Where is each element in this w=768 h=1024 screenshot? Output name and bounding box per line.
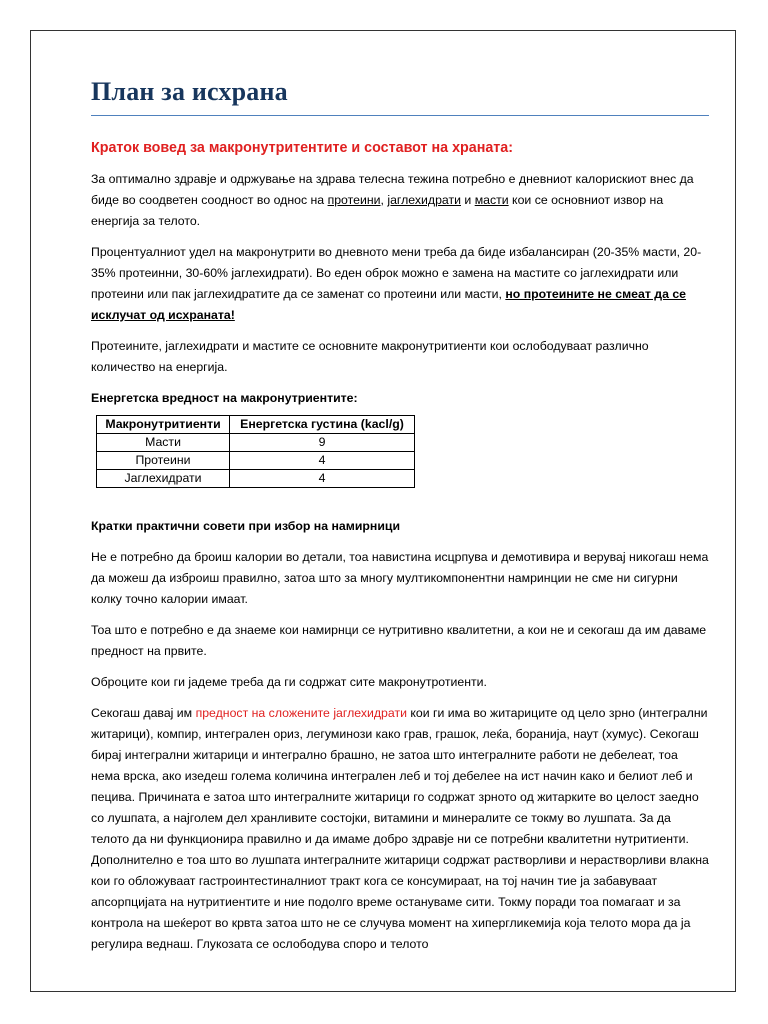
text-run: , (380, 193, 388, 207)
table-cell: 9 (230, 434, 415, 452)
table-cell: 4 (230, 452, 415, 470)
paragraph-quality: Тоа што е потребно е да знаеме кои намирнци се нутритивно квалитетни, а кои не и секогаш да им даваме предност на првите. (91, 623, 707, 658)
table-cell: Масти (97, 434, 230, 452)
table-row (97, 452, 415, 470)
table-header-row (97, 416, 415, 434)
table-row (97, 470, 415, 488)
underlined-proteins: протеини (327, 193, 381, 207)
paragraph-meals: Оброците кои ги јадеме треба да ги содржат сите макронутротиенти. (91, 675, 487, 689)
table-cell: Протеини (97, 452, 230, 470)
energy-table (96, 415, 415, 488)
underlined-carbs: јаглехидрати (387, 193, 461, 207)
document-page (30, 30, 736, 992)
text-run: кои ги има во житариците од цело зрно (интегрални житарици), компир, интегрален ориз, легуминози како грав, грашок, леќа, боранија, наут (хумус). Секогаш бирај интегрални житарици и интегрално брашно, не затоа што интегралните работи не дебелеат, тоа нема врска, ако изедеш голема количина интегрален леб и тој дебелее на ист начин како и белиот леб и пецива. Причината е затоа што интегралните житарици го содржат зрното од житарките во целост заедно со лушпата, а најголем дел хранливите состојки, витамини и минералите се токму во лушпата. За да телото да ни функционира правилно и да имаме добро здравје ни се потребни квалитетни нутритиенти. Дополнително е тоа што во лушпата интегралните житарици содржат растворливи и нерастворливи влакна кои го обложуваат гастроинтестиналниот тракт кога се консумираат, на тој начин тие ја забавуваат апсорпцијата на нутритиентите и ние подолго време остануваме сити. Токму поради тоа помагаат и за контрола на шеќерот во крвта затоа што не се случува момент на хипергликемија која телото мора да ја регулира веднаш. Глукозата се ослободува споро и телото (91, 706, 709, 951)
paragraph-intro (91, 169, 709, 232)
emphasis-warning: но протеините не смеат да се исклучат од исхраната! (91, 287, 687, 322)
paragraph-proportions (91, 242, 709, 326)
paragraph-complex-carbs (91, 703, 709, 955)
text-run: и (460, 193, 475, 207)
highlight-complex-carbs: предност на сложените јаглехидрати (195, 706, 407, 720)
title-underline (91, 115, 709, 116)
paragraph-energy: Протеините, јаглехидрати и мастите се основните макронутритиенти кои ослободуваат различно количество на енергија. (91, 339, 649, 374)
tips-heading: Кратки практични совети при избор на намирници (91, 519, 401, 533)
underlined-fats: масти (474, 193, 509, 207)
table-header: Макронутритиенти (97, 416, 230, 434)
table-row (97, 434, 415, 452)
page-title: План за исхрана (91, 77, 288, 106)
table-cell: 4 (230, 470, 415, 488)
document-content (91, 77, 709, 955)
paragraph-calories: Не е потребно да броиш калории во детали, тоа навистина исцрпува и демотивира и верувај никогаш нема да можеш да изброиш правилно, затоа што за многу мултикомпонентни намринции не сме ни сигурни колку точно калории имаат. (91, 550, 709, 606)
text-run: кои се основниот извор на енергија за телото. (91, 193, 664, 228)
text-run: Секогаш давај им (91, 706, 196, 720)
text-run: За оптимално здравје и одржување на здрава телесна тежина потребно е дневниот калорискиот внес да биде во соодветен соодност во однос на (91, 172, 694, 207)
text-run: Процентуалниот удел на макронутрити во дневното мени треба да биде избалансиран (20-35% масти, 20-35% протеинни, 30-60% јаглехидрати). Во еден оброк можно е замена на мастите со јаглехидрати или протеини или пак јаглехидратите да се заменат со протеини или масти, (91, 245, 702, 301)
energy-heading: Енергетска вредност на макронутриентите: (91, 391, 358, 405)
section-subtitle: Краток вовед за макронутритентите и составот на храната: (91, 140, 514, 156)
table-cell: Јаглехидрати (97, 470, 230, 488)
table-header: Енергетска густина (kacl/g) (230, 416, 415, 434)
